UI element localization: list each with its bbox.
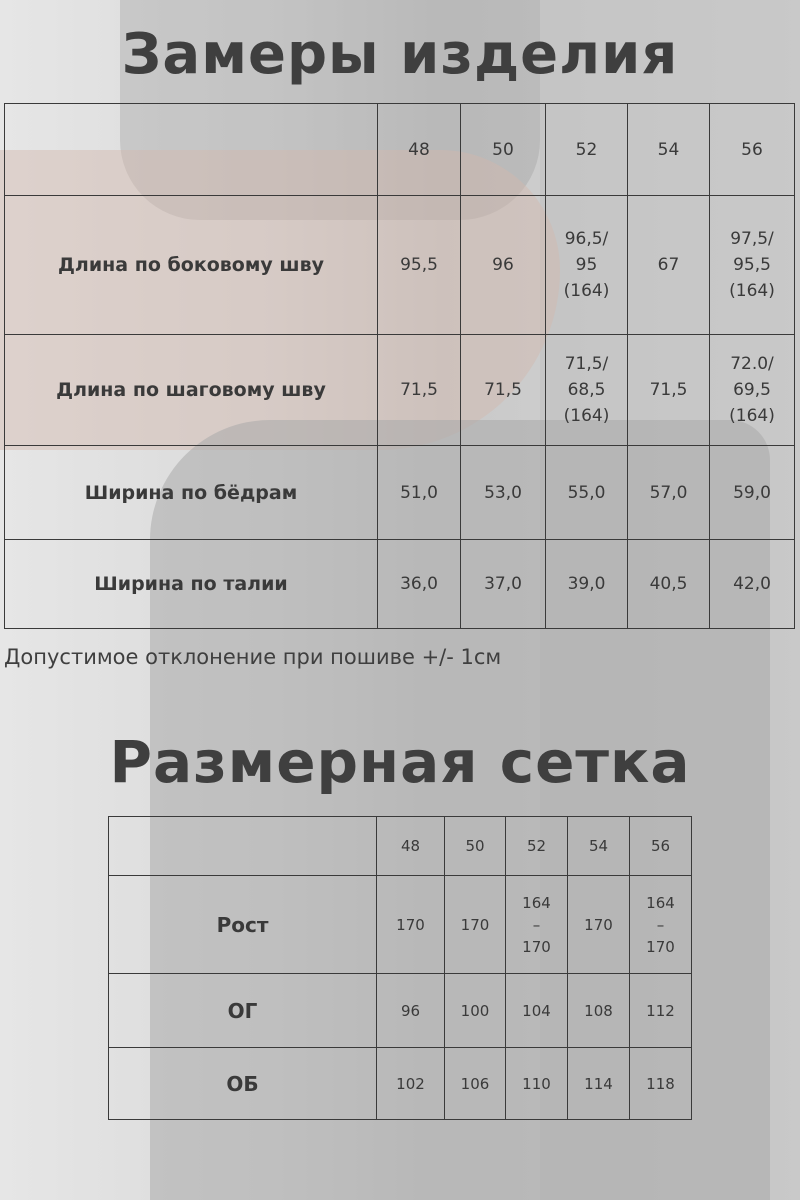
measurements-value-cell: 57,0 — [628, 446, 710, 540]
measurements-value-cell: 96,5/ 95 (164) — [546, 196, 628, 335]
measurements-value-cell: 53,0 — [461, 446, 546, 540]
measurements-row — [5, 196, 795, 335]
tolerance-note: Допустимое отклонение при пошиве +/- 1см — [4, 645, 502, 669]
measurements-size-header: 52 — [546, 104, 628, 196]
size-chart-corner-cell — [109, 817, 377, 876]
measurements-size-header: 56 — [710, 104, 795, 196]
measurements-size-header: 54 — [628, 104, 710, 196]
size-chart-size-header: 52 — [506, 817, 568, 876]
size-chart-value-cell: 104 — [506, 974, 568, 1048]
size-chart-header-row — [109, 817, 692, 876]
measurements-table — [4, 103, 795, 629]
measurements-value-cell: 71,5 — [378, 335, 461, 446]
measurements-title: Замеры изделия — [121, 22, 679, 87]
size-chart-value-cell: 170 — [568, 876, 630, 974]
size-chart-value-cell: 170 — [445, 876, 506, 974]
measurements-value-cell: 96 — [461, 196, 546, 335]
size-chart-value-cell: 110 — [506, 1048, 568, 1120]
size-chart-row — [109, 974, 692, 1048]
measurements-value-cell: 55,0 — [546, 446, 628, 540]
measurements-row-label: Длина по боковому шву — [5, 196, 378, 335]
measurements-row — [5, 540, 795, 629]
measurements-value-cell: 71,5/ 68,5 (164) — [546, 335, 628, 446]
measurements-value-cell: 51,0 — [378, 446, 461, 540]
measurements-value-cell: 37,0 — [461, 540, 546, 629]
size-chart-size-header: 54 — [568, 817, 630, 876]
size-chart-row-label: Рост — [109, 876, 377, 974]
size-chart-size-header: 56 — [630, 817, 692, 876]
measurements-value-cell: 42,0 — [710, 540, 795, 629]
size-chart-value-cell: 96 — [377, 974, 445, 1048]
size-chart-row-label: ОБ — [109, 1048, 377, 1120]
size-chart-value-cell: 108 — [568, 974, 630, 1048]
size-chart-size-header: 48 — [377, 817, 445, 876]
measurements-size-header: 48 — [378, 104, 461, 196]
measurements-header-row — [5, 104, 795, 196]
size-chart-row — [109, 876, 692, 974]
measurements-row — [5, 335, 795, 446]
size-chart-row — [109, 1048, 692, 1120]
measurements-value-cell: 72.0/ 69,5 (164) — [710, 335, 795, 446]
size-chart-value-cell: 164 – 170 — [506, 876, 568, 974]
size-chart-value-cell: 112 — [630, 974, 692, 1048]
measurements-row — [5, 446, 795, 540]
size-chart-value-cell: 106 — [445, 1048, 506, 1120]
measurements-row-label: Длина по шаговому шву — [5, 335, 378, 446]
measurements-value-cell: 95,5 — [378, 196, 461, 335]
measurements-value-cell: 36,0 — [378, 540, 461, 629]
size-chart-value-cell: 164 – 170 — [630, 876, 692, 974]
measurements-value-cell: 59,0 — [710, 446, 795, 540]
size-chart-title: Размерная сетка — [109, 728, 691, 796]
measurements-row-label: Ширина по бёдрам — [5, 446, 378, 540]
size-chart-row-label: ОГ — [109, 974, 377, 1048]
measurements-row-label: Ширина по талии — [5, 540, 378, 629]
measurements-value-cell: 67 — [628, 196, 710, 335]
measurements-value-cell: 71,5 — [628, 335, 710, 446]
size-chart-size-header: 50 — [445, 817, 506, 876]
measurements-value-cell: 71,5 — [461, 335, 546, 446]
measurements-value-cell: 40,5 — [628, 540, 710, 629]
size-chart-value-cell: 102 — [377, 1048, 445, 1120]
size-chart-value-cell: 114 — [568, 1048, 630, 1120]
measurements-corner-cell — [5, 104, 378, 196]
size-chart-table — [108, 816, 692, 1120]
measurements-value-cell: 39,0 — [546, 540, 628, 629]
size-chart-value-cell: 170 — [377, 876, 445, 974]
measurements-value-cell: 97,5/ 95,5 (164) — [710, 196, 795, 335]
measurements-size-header: 50 — [461, 104, 546, 196]
size-chart-value-cell: 118 — [630, 1048, 692, 1120]
size-chart-value-cell: 100 — [445, 974, 506, 1048]
